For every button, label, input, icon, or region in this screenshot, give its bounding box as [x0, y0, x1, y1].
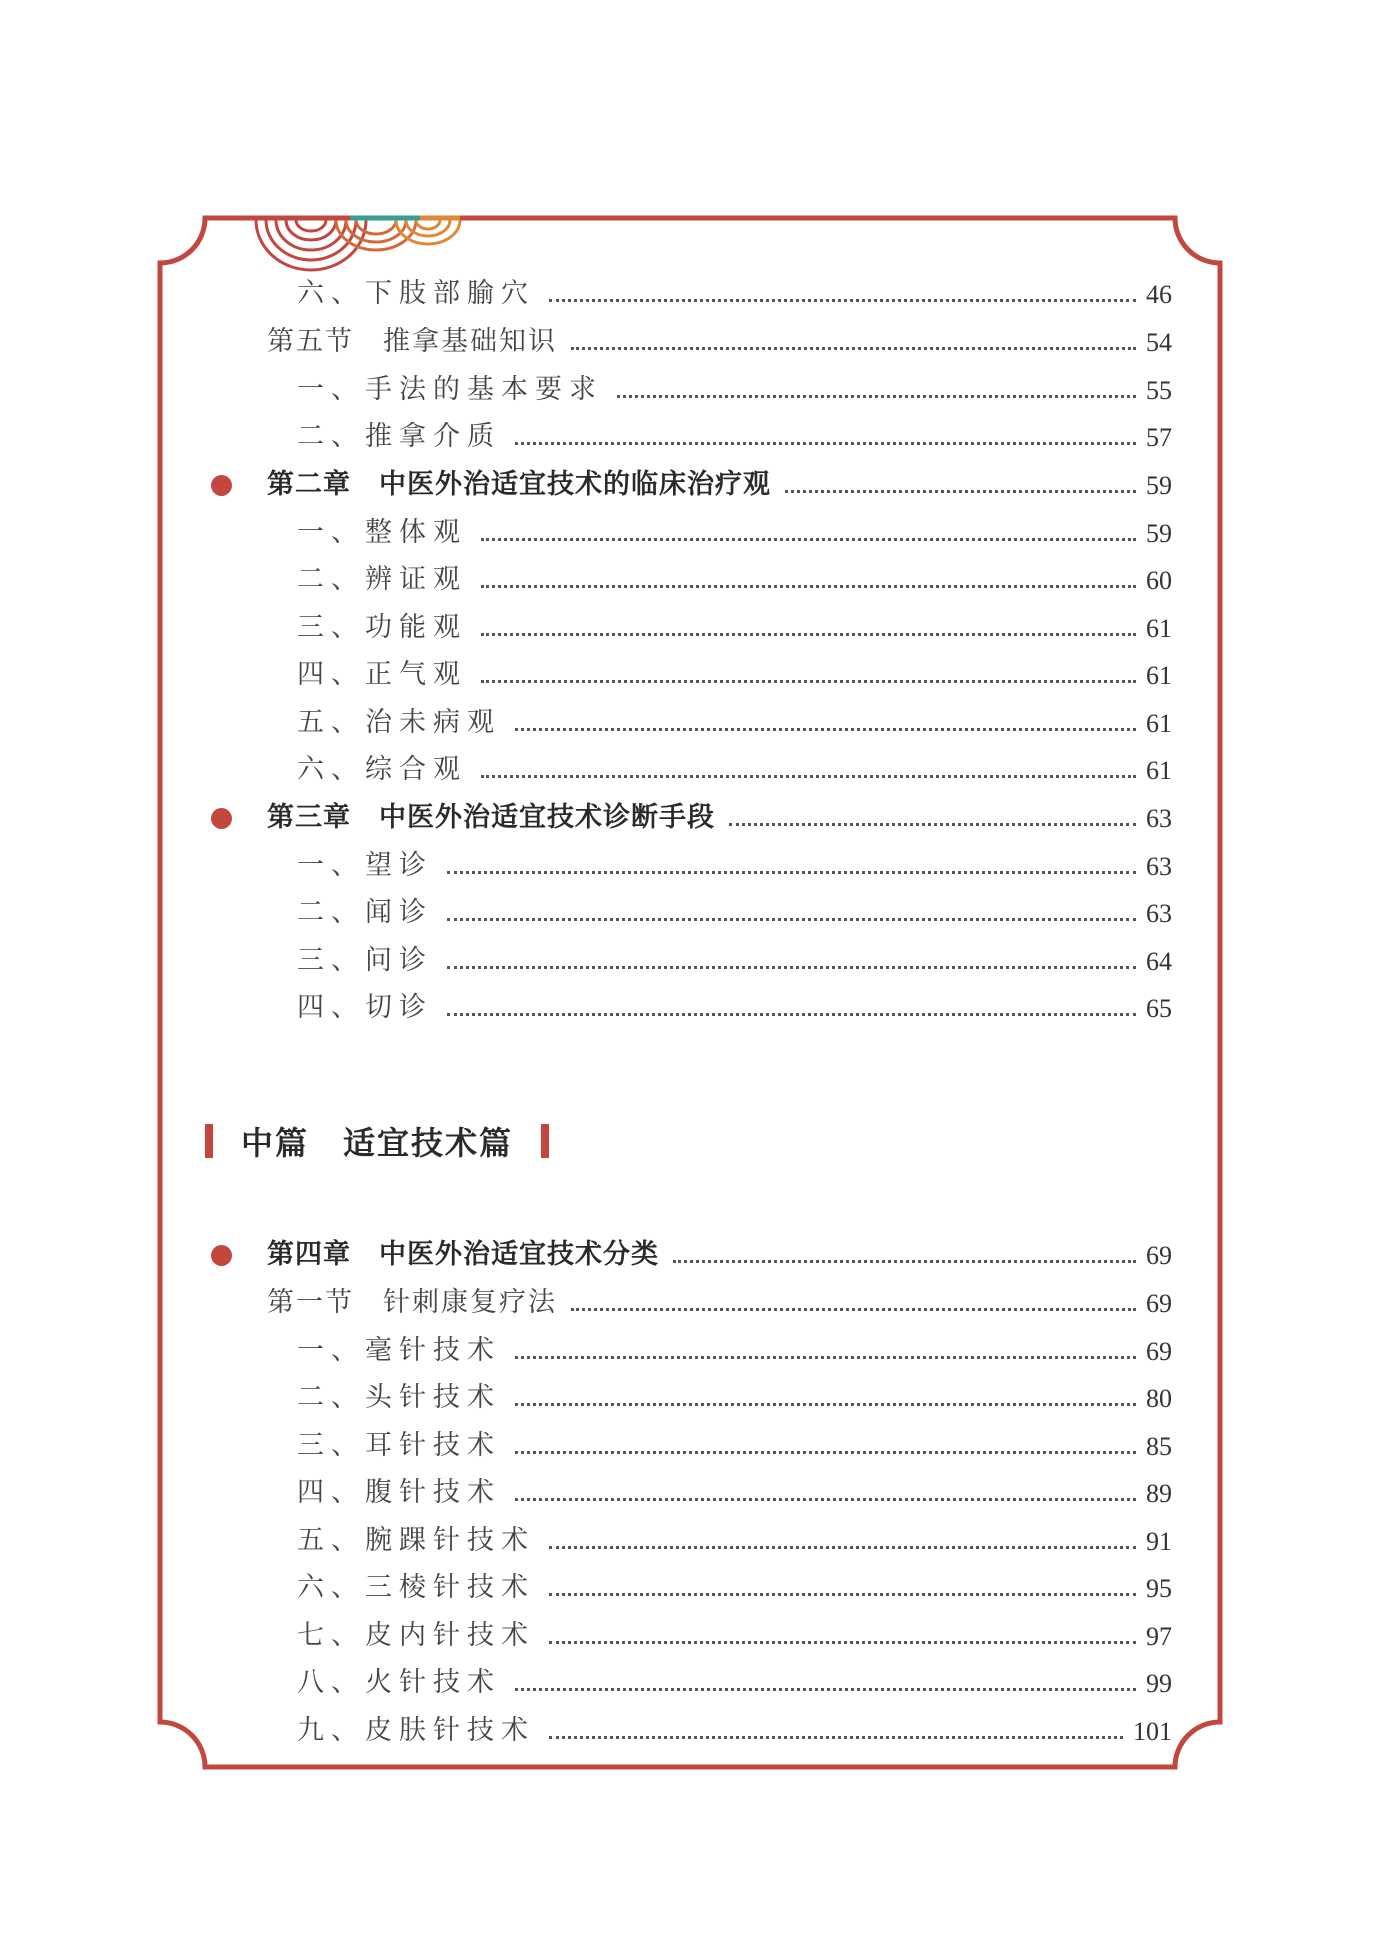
toc-entry-label: 三、功能观 [297, 612, 467, 643]
dot-leader [515, 728, 1136, 731]
toc-subentry[interactable] [297, 1612, 1172, 1652]
toc-entry-label: 一、手法的基本要求 [297, 374, 603, 405]
dot-leader [729, 823, 1136, 826]
toc-entry-label: 二、头针技术 [297, 1382, 501, 1413]
dot-leader [515, 442, 1136, 445]
toc-entry-label: 二、推拿介质 [297, 421, 501, 452]
dot-leader [549, 299, 1136, 302]
toc-page-number: 64 [1146, 947, 1172, 976]
toc-subentry[interactable] [297, 1564, 1172, 1604]
toc-page-number: 57 [1146, 423, 1172, 452]
toc-subentry[interactable] [297, 651, 1172, 691]
toc-page-number: 60 [1146, 566, 1172, 595]
toc-chapter-entry[interactable] [267, 794, 1172, 834]
toc-entry-label: 第二章 中医外治适宜技术的临床治疗观 [267, 469, 771, 500]
toc-subentry[interactable] [297, 1469, 1172, 1509]
toc-section-entry[interactable] [267, 318, 1172, 358]
toc-entry-label: 四、切诊 [297, 992, 433, 1023]
dot-leader [617, 395, 1136, 398]
chapter-bullet-icon [211, 1245, 232, 1266]
dot-leader [481, 538, 1136, 541]
toc-page-number: 54 [1146, 328, 1172, 357]
dot-leader [515, 1498, 1136, 1501]
toc-subentry[interactable] [297, 1327, 1172, 1367]
toc-subentry[interactable] [297, 699, 1172, 739]
part-title: 中篇 适宜技术篇 [241, 1124, 514, 1162]
toc-subentry[interactable] [297, 1707, 1172, 1747]
toc-entry-label: 六、下肢部腧穴 [297, 278, 535, 309]
toc-page-number: 61 [1146, 756, 1172, 785]
toc-page-number: 63 [1146, 852, 1172, 881]
part-heading [205, 1118, 549, 1164]
toc-section-entry[interactable] [267, 1279, 1172, 1319]
toc-entry-label: 三、问诊 [297, 945, 433, 976]
dot-leader [673, 1260, 1136, 1263]
dot-leader [447, 918, 1136, 921]
toc-subentry[interactable] [297, 1422, 1172, 1462]
chapter-bullet-icon [211, 475, 232, 496]
toc-page-number: 99 [1146, 1669, 1172, 1698]
toc-entry-label: 第一节 针刺康复疗法 [267, 1287, 557, 1318]
toc-entry-label: 一、毫针技术 [297, 1335, 501, 1366]
toc-subentry[interactable] [297, 889, 1172, 929]
toc-page-number: 61 [1146, 661, 1172, 690]
toc-page-number: 59 [1146, 471, 1172, 500]
toc-entry-label: 一、整体观 [297, 517, 467, 548]
toc-entry-label: 七、皮内针技术 [297, 1620, 535, 1651]
toc-subentry[interactable] [297, 984, 1172, 1024]
toc-entry-label: 二、辨证观 [297, 564, 467, 595]
toc-entry-label: 一、望诊 [297, 850, 433, 881]
toc-entry-label: 第三章 中医外治适宜技术诊断手段 [267, 802, 715, 833]
dot-leader [549, 1546, 1136, 1549]
toc-page-number: 95 [1146, 1574, 1172, 1603]
toc-entry-label: 第五节 推拿基础知识 [267, 326, 557, 357]
toc-page-number: 85 [1146, 1432, 1172, 1461]
toc-subentry[interactable] [297, 270, 1172, 310]
toc-entry-label: 六、综合观 [297, 754, 467, 785]
dot-leader [549, 1641, 1136, 1644]
toc-entry-label: 四、正气观 [297, 659, 467, 690]
dot-leader [515, 1356, 1136, 1359]
heading-bar-right [541, 1124, 549, 1158]
toc-page-number: 89 [1146, 1479, 1172, 1508]
toc-subentry[interactable] [297, 1659, 1172, 1699]
toc-page-number: 63 [1146, 899, 1172, 928]
toc-page-number: 55 [1146, 376, 1172, 405]
toc-page-number: 46 [1146, 280, 1172, 309]
toc-entry-label: 第四章 中医外治适宜技术分类 [267, 1239, 659, 1270]
toc-page-number: 65 [1146, 994, 1172, 1023]
dot-leader [447, 966, 1136, 969]
toc-subentry[interactable] [297, 937, 1172, 977]
dot-leader [447, 871, 1136, 874]
dot-leader [549, 1736, 1123, 1739]
dot-leader [481, 585, 1136, 588]
toc-page-number: 63 [1146, 804, 1172, 833]
toc-page-number: 61 [1146, 709, 1172, 738]
toc-subentry[interactable] [297, 1517, 1172, 1557]
toc-chapter-entry[interactable] [267, 461, 1172, 501]
toc-entry-label: 三、耳针技术 [297, 1430, 501, 1461]
toc-subentry[interactable] [297, 366, 1172, 406]
dot-leader [481, 775, 1136, 778]
toc-subentry[interactable] [297, 746, 1172, 786]
toc-subentry[interactable] [297, 413, 1172, 453]
dot-leader [549, 1593, 1136, 1596]
toc-page-number: 69 [1146, 1289, 1172, 1318]
toc-page-number: 101 [1133, 1717, 1172, 1746]
toc-page-number: 69 [1146, 1337, 1172, 1366]
toc-entry-label: 五、腕踝针技术 [297, 1525, 535, 1556]
toc-subentry[interactable] [297, 1374, 1172, 1414]
toc-chapter-entry[interactable] [267, 1231, 1172, 1271]
dot-leader [571, 347, 1136, 350]
dot-leader [515, 1688, 1136, 1691]
toc-entry-label: 八、火针技术 [297, 1667, 501, 1698]
toc-entry-label: 四、腹针技术 [297, 1477, 501, 1508]
toc-page-number: 69 [1146, 1241, 1172, 1270]
toc-page-number: 61 [1146, 614, 1172, 643]
chapter-bullet-icon [211, 808, 232, 829]
dot-leader [515, 1403, 1136, 1406]
dot-leader [571, 1308, 1136, 1311]
toc-entry-label: 九、皮肤针技术 [297, 1715, 535, 1746]
toc-subentry[interactable] [297, 604, 1172, 644]
dot-leader [515, 1451, 1136, 1454]
toc-page-number: 91 [1146, 1527, 1172, 1556]
dot-leader [447, 1013, 1136, 1016]
toc-entry-label: 二、闻诊 [297, 897, 433, 928]
heading-bar-left [205, 1124, 213, 1158]
toc-entry-label: 六、三棱针技术 [297, 1572, 535, 1603]
dot-leader [481, 633, 1136, 636]
dot-leader [785, 490, 1136, 493]
toc-subentry[interactable] [297, 556, 1172, 596]
toc-page-number: 80 [1146, 1384, 1172, 1413]
toc-subentry[interactable] [297, 509, 1172, 549]
toc-page-number: 59 [1146, 519, 1172, 548]
toc-subentry[interactable] [297, 842, 1172, 882]
toc-entry-label: 五、治未病观 [297, 707, 501, 738]
dot-leader [481, 680, 1136, 683]
toc-page-number: 97 [1146, 1622, 1172, 1651]
